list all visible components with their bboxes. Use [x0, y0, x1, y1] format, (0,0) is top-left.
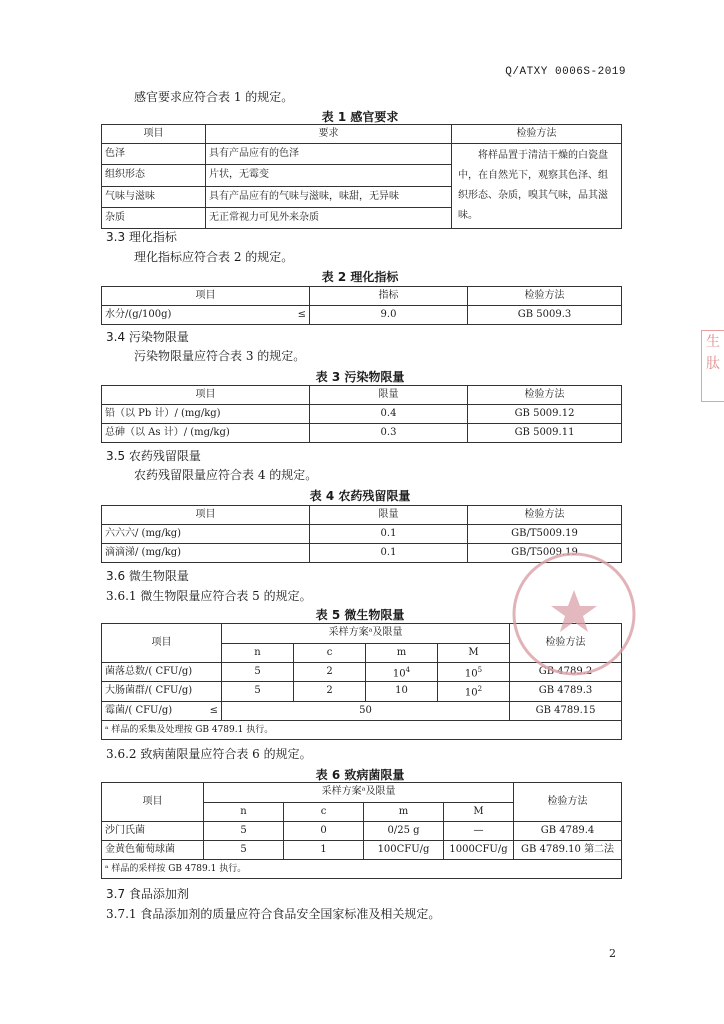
table-cell: 0.1	[310, 544, 468, 563]
section-3-5: 3.5 农药残留限量	[106, 449, 201, 463]
table-header-cell: 检验方法	[468, 287, 622, 306]
table-cell: GB 4789.10 第二法	[514, 841, 622, 860]
comparison-operator: ≤	[297, 309, 306, 320]
pathogen-intro: 3.6.2 致病菌限量应符合表 6 的规定。	[106, 747, 312, 761]
table-cell: GB 4789.3	[510, 682, 622, 701]
table-cell: 无正常视力可见外来杂质	[206, 207, 452, 228]
table-cell	[438, 682, 510, 701]
table-header-cell: M	[438, 643, 510, 663]
table-header-cell: 限量	[310, 506, 468, 525]
table-note-row	[102, 860, 622, 879]
table-header-cell: c	[294, 643, 366, 663]
table-cell: GB 5009.11	[468, 424, 622, 443]
table-cell: 5	[204, 822, 284, 841]
table-cell: 50	[222, 701, 510, 720]
table-cell: 具有产品应有的色泽	[206, 144, 452, 165]
table-header-cell: m	[366, 643, 438, 663]
table-cell: 0.4	[310, 405, 468, 424]
table-cell: 菌落总数/( CFU/g)	[102, 663, 222, 682]
table6-caption: 表 6 致病菌限量	[315, 768, 405, 782]
micro-intro: 3.6.1 微生物限量应符合表 5 的规定。	[106, 589, 312, 603]
table-header-cell: n	[204, 802, 284, 822]
table-header-cell: 项目	[102, 125, 206, 144]
value-exponent: 4	[405, 666, 411, 674]
table-cell: 5	[222, 663, 294, 682]
table-cell: 组织形态	[102, 165, 206, 186]
table-header-cell: 检验方法	[510, 624, 622, 663]
table-note: ᵃ 样品的采样按 GB 4789.1 执行。	[102, 860, 622, 879]
table-cell: 具有产品应有的气味与滋味，味甜，无异味	[206, 186, 452, 207]
table-header-cell: 检验方法	[468, 386, 622, 405]
table-cell: 片状，无霉变	[206, 165, 452, 186]
table-header-cell: 限量	[310, 386, 468, 405]
additive-text: 3.7.1 食品添加剂的质量应符合食品安全国家标准及相关规定。	[106, 907, 441, 921]
table-cell: GB 4789.15	[510, 701, 622, 720]
side-tab-mark: 生 肽	[701, 330, 724, 402]
table4-caption: 表 4 农药残留限量	[309, 489, 411, 503]
table-cell: 气味与滋味	[102, 186, 206, 207]
table-cell	[438, 663, 510, 682]
table-sensory	[101, 124, 622, 229]
section-3-7: 3.7 食品添加剂	[106, 887, 189, 901]
table-cell: 金黄色葡萄球菌	[102, 841, 204, 860]
table-cell: 滴滴涕/ (mg/kg)	[102, 544, 310, 563]
table-note-row	[102, 720, 622, 739]
table-header-cell: m	[364, 802, 444, 822]
table3-caption: 表 3 污染物限量	[315, 370, 405, 384]
table-row	[102, 306, 622, 325]
table-cell: GB/T5009.19	[468, 544, 622, 563]
table-cell	[102, 701, 222, 720]
table-cell	[366, 682, 438, 701]
comparison-operator: ≤	[209, 704, 218, 716]
table-header-cell: 采样方案ᵃ及限量	[222, 624, 510, 644]
table-cell: 0.3	[310, 424, 468, 443]
item-label: 水分/(g/100g)	[105, 309, 172, 320]
table-cell: 沙门氏菌	[102, 822, 204, 841]
table-row	[102, 405, 622, 424]
value-base: 10	[395, 685, 408, 697]
table-cell: 5	[222, 682, 294, 701]
table-header-cell: 项目	[102, 783, 204, 822]
table-cell: 大肠菌群/( CFU/g)	[102, 682, 222, 701]
sensory-intro: 感官要求应符合表 1 的规定。	[134, 90, 294, 104]
table-cell: 色泽	[102, 144, 206, 165]
table-header-cell: c	[284, 802, 364, 822]
table5-caption: 表 5 微生物限量	[315, 608, 405, 622]
value-exponent: 2	[477, 685, 483, 694]
table1-caption: 表 1 感官要求	[321, 110, 399, 124]
table-cell: 2	[294, 682, 366, 701]
table-header-cell: 项目	[102, 506, 310, 525]
section-3-6: 3.6 微生物限量	[106, 569, 189, 583]
table-header-cell: M	[444, 802, 514, 822]
table-cell: GB 5009.3	[468, 306, 622, 325]
table-cell: 总砷（以 As 计）/ (mg/kg)	[102, 424, 310, 443]
table-header-cell: 指标	[310, 287, 468, 306]
table-physchem	[101, 286, 622, 325]
table-header-cell: 检验方法	[468, 506, 622, 525]
table-cell: GB 4789.2	[510, 663, 622, 682]
table-row	[102, 525, 622, 544]
item-label: 霉菌/( CFU/g)	[105, 704, 173, 716]
section-3-3: 3.3 理化指标	[106, 230, 177, 244]
table-contaminant	[101, 385, 622, 443]
table-cell: GB 4789.4	[514, 822, 622, 841]
physchem-intro: 理化指标应符合表 2 的规定。	[134, 250, 294, 264]
table-header-cell: n	[222, 643, 294, 663]
table-header-cell: 采样方案ᵃ及限量	[204, 783, 514, 803]
table-cell: GB 5009.12	[468, 405, 622, 424]
table-header-cell: 项目	[102, 386, 310, 405]
table-row	[102, 144, 622, 165]
table-row	[102, 701, 622, 720]
table-cell: —	[444, 822, 514, 841]
table-cell: 杂质	[102, 207, 206, 228]
table-cell: 1	[284, 841, 364, 860]
table-cell	[366, 663, 438, 682]
table-pathogen	[101, 782, 622, 879]
company-seal-stamp	[508, 548, 640, 680]
table-cell: 100CFU/g	[364, 841, 444, 860]
standard-code: Q/ATXY 0006S-2019	[505, 66, 626, 78]
table-cell: 5	[204, 841, 284, 860]
table-cell: 六六六/ (mg/kg)	[102, 525, 310, 544]
table-cell	[102, 306, 310, 325]
contaminant-intro: 污染物限量应符合表 3 的规定。	[134, 349, 306, 363]
value-base: 10	[464, 687, 478, 699]
table-cell: 1000CFU/g	[444, 841, 514, 860]
table-cell: 铅（以 Pb 计）/ (mg/kg)	[102, 405, 310, 424]
table-cell: 9.0	[310, 306, 468, 325]
table-note: ᵃ 样品的采集及处理按 GB 4789.1 执行。	[102, 720, 622, 739]
value-base: 10	[464, 668, 478, 680]
table-header-cell: 检验方法	[514, 783, 622, 822]
table-header-cell: 检验方法	[452, 125, 622, 144]
value-exponent: 5	[477, 666, 483, 674]
page-number: 2	[609, 947, 616, 960]
table-row	[102, 424, 622, 443]
table-header-cell: 要求	[206, 125, 452, 144]
value-base: 10	[392, 668, 406, 680]
table-cell: 2	[294, 663, 366, 682]
table-cell: 0.1	[310, 525, 468, 544]
table-cell: 0	[284, 822, 364, 841]
table-row	[102, 841, 622, 860]
sensory-method-cell: 将样品置于清洁干燥的白瓷盘中，在自然光下，观察其色泽、组织形态、杂质，嗅其气味，品其滋味。	[452, 144, 622, 229]
pesticide-intro: 农药残留限量应符合表 4 的规定。	[134, 468, 318, 482]
table-cell: 0/25 g	[364, 822, 444, 841]
table-header-cell: 项目	[102, 287, 310, 306]
table2-caption: 表 2 理化指标	[321, 270, 399, 284]
table-row	[102, 822, 622, 841]
table-header-cell: 项目	[102, 624, 222, 663]
table-row	[102, 682, 622, 701]
section-3-4: 3.4 污染物限量	[106, 330, 189, 344]
table-cell: GB/T5009.19	[468, 525, 622, 544]
